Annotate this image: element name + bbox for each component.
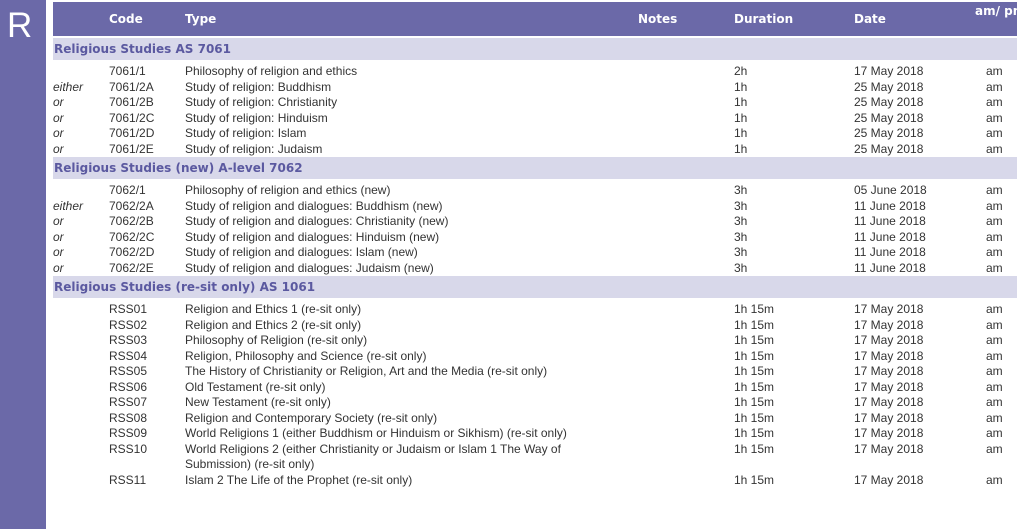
row-date: 25 May 2018: [854, 141, 924, 156]
row-prefix: or: [53, 214, 64, 228]
row-type: Religion and Ethics 1 (re-sit only): [185, 302, 362, 316]
row-ampm: am: [986, 410, 1003, 425]
row-type: New Testament (re-sit only): [185, 395, 331, 409]
row-date: 11 June 2018: [854, 229, 926, 244]
row-code: RSS07: [109, 395, 148, 409]
section-title: Religious Studies (new) A-level 7062: [54, 161, 303, 175]
row-duration: 1h 15m: [734, 395, 775, 409]
row-prefix: or: [53, 126, 64, 140]
row-duration: 3h: [734, 245, 748, 259]
row-duration: 1h 15m: [734, 441, 775, 456]
row-ampm: am: [986, 198, 1003, 213]
row-type: Study of religion and dialogues: Judaism (new): [185, 260, 434, 275]
row-duration: 1h: [734, 79, 748, 94]
table-row: [53, 183, 1017, 199]
row-duration: 1h 15m: [734, 426, 775, 440]
row-code: RSS05: [109, 364, 148, 378]
section-header: [53, 276, 1017, 298]
row-duration: 1h 15m: [734, 348, 775, 363]
row-date: 25 May 2018: [854, 79, 924, 94]
row-code: 7061/2B: [109, 95, 154, 109]
row-type: Study of religion: Islam: [185, 126, 307, 140]
row-duration: 1h: [734, 126, 748, 140]
header-date: Date: [854, 12, 886, 26]
row-duration: 3h: [734, 260, 748, 275]
table-row: [53, 349, 1017, 365]
row-code: 7061/2A: [109, 79, 154, 94]
table-row: [53, 261, 1017, 277]
row-ampm: am: [986, 348, 1003, 363]
row-ampm: am: [986, 426, 1003, 440]
row-type: Study of religion: Judaism: [185, 141, 323, 156]
header-duration: Duration: [734, 12, 794, 26]
row-code: RSS11: [109, 472, 147, 487]
row-ampm: am: [986, 395, 1003, 409]
row-duration: 1h: [734, 141, 748, 156]
row-type: Study of religion and dialogues: Christianity (new): [185, 214, 449, 228]
row-duration: 3h: [734, 198, 748, 213]
table-header: [53, 2, 1025, 36]
row-code: RSS09: [109, 426, 148, 440]
row-duration: 1h: [734, 95, 748, 109]
table-row: [53, 473, 1017, 489]
row-ampm: am: [986, 302, 1003, 316]
table-row: [53, 95, 1017, 111]
row-type: World Religions 2 (either Christianity or Judaism or Islam 1 The Way of Submission) (re-sit only): [185, 441, 561, 471]
row-date: 17 May 2018: [854, 302, 924, 316]
header-notes: Notes: [638, 12, 678, 26]
row-type: Religion and Contemporary Society (re-sit only): [185, 410, 438, 425]
row-code: RSS03: [109, 333, 148, 347]
row-type: World Religions 1 (either Buddhism or Hinduism or Sikhism) (re-sit only): [185, 426, 567, 440]
header-code: Code: [109, 12, 143, 26]
row-prefix: or: [53, 141, 64, 156]
row-ampm: am: [986, 379, 1003, 394]
header-type: Type: [185, 12, 217, 26]
row-date: 17 May 2018: [854, 395, 924, 409]
row-type: Study of religion: Christianity: [185, 95, 338, 109]
row-date: 25 May 2018: [854, 110, 924, 125]
row-ampm: am: [986, 64, 1003, 78]
row-date: 05 June 2018: [854, 183, 927, 197]
row-prefix: or: [53, 245, 64, 259]
row-type: Philosophy of religion and ethics (new): [185, 183, 391, 197]
row-type: Study of religion and dialogues: Hinduism (new): [185, 229, 440, 244]
row-prefix: or: [53, 110, 64, 125]
row-date: 17 May 2018: [854, 333, 924, 347]
row-duration: 1h 15m: [734, 410, 775, 425]
row-code: 7061/2C: [109, 110, 155, 125]
row-ampm: am: [986, 472, 1003, 487]
row-prefix: either: [53, 79, 84, 94]
table-row: [53, 302, 1017, 318]
row-date: 17 May 2018: [854, 317, 924, 332]
row-date: 11 June 2018: [854, 260, 926, 275]
table-row: [53, 318, 1017, 334]
row-ampm: am: [986, 141, 1003, 156]
table-row: [53, 126, 1017, 142]
table-row: [53, 64, 1017, 80]
table-row: [53, 111, 1017, 127]
table-row: [53, 230, 1017, 246]
section-header: [53, 157, 1017, 179]
row-duration: 1h 15m: [734, 317, 775, 332]
row-duration: 3h: [734, 183, 748, 197]
row-code: 7062/2D: [109, 245, 155, 259]
row-date: 17 May 2018: [854, 64, 924, 78]
row-code: RSS04: [109, 348, 148, 363]
row-code: 7062/1: [109, 183, 146, 197]
table-row: [53, 380, 1017, 396]
table-row: [53, 364, 1017, 380]
row-date: 11 June 2018: [854, 198, 926, 213]
table-row: [53, 411, 1017, 427]
row-ampm: am: [986, 441, 1003, 456]
row-type: Study of religion: Hinduism: [185, 110, 328, 125]
row-code: RSS06: [109, 379, 148, 394]
row-type: Philosophy of Religion (re-sit only): [185, 333, 368, 347]
row-type: Study of religion and dialogues: Islam (new): [185, 245, 418, 259]
row-ampm: am: [986, 183, 1003, 197]
header-ampm: am/ pm: [975, 4, 1025, 18]
row-code: 7061/1: [109, 64, 146, 78]
row-code: RSS08: [109, 410, 148, 425]
row-ampm: am: [986, 214, 1003, 228]
row-duration: 1h 15m: [734, 364, 775, 378]
row-duration: 3h: [734, 214, 748, 228]
row-type: Religion and Ethics 2 (re-sit only): [185, 317, 362, 332]
row-type: Study of religion and dialogues: Buddhism (new): [185, 198, 443, 213]
row-ampm: am: [986, 79, 1003, 94]
row-prefix: either: [53, 198, 84, 213]
row-date: 17 May 2018: [854, 364, 924, 378]
table-row: [53, 333, 1017, 349]
row-date: 17 May 2018: [854, 348, 924, 363]
row-code: RSS02: [109, 317, 148, 332]
row-ampm: am: [986, 110, 1003, 125]
row-date: 17 May 2018: [854, 472, 924, 487]
row-date: 25 May 2018: [854, 126, 924, 140]
row-prefix: or: [53, 260, 64, 275]
row-date: 17 May 2018: [854, 379, 924, 394]
row-prefix: or: [53, 95, 64, 109]
row-ampm: am: [986, 333, 1003, 347]
table-row: [53, 142, 1017, 158]
row-duration: 1h 15m: [734, 333, 775, 347]
row-ampm: am: [986, 317, 1003, 332]
section-header: [53, 38, 1017, 60]
row-date: 25 May 2018: [854, 95, 924, 109]
row-code: 7062/2E: [109, 260, 154, 275]
row-duration: 1h 15m: [734, 379, 775, 394]
section-letter: R: [7, 6, 33, 45]
exam-table-body: [53, 38, 1017, 488]
row-code: RSS01: [109, 302, 148, 316]
row-date: 17 May 2018: [854, 441, 924, 456]
row-date: 11 June 2018: [854, 214, 926, 228]
table-row: [53, 395, 1017, 411]
row-ampm: am: [986, 229, 1003, 244]
row-ampm: am: [986, 364, 1003, 378]
row-duration: 1h 15m: [734, 302, 775, 316]
table-row: [53, 80, 1017, 96]
row-ampm: am: [986, 260, 1003, 275]
row-type: Religion, Philosophy and Science (re-sit only): [185, 348, 427, 363]
section-title: Religious Studies (re-sit only) AS 1061: [54, 280, 316, 294]
row-ampm: am: [986, 126, 1003, 140]
row-code: 7061/2E: [109, 141, 154, 156]
row-type: The History of Christianity or Religion, Art and the Media (re-sit only): [185, 364, 548, 378]
row-date: 11 June 2018: [854, 245, 926, 259]
table-row: [53, 214, 1017, 230]
table-row: [53, 245, 1017, 261]
row-duration: 1h: [734, 110, 748, 125]
row-ampm: am: [986, 245, 1003, 259]
row-ampm: am: [986, 95, 1003, 109]
table-row: [53, 199, 1017, 215]
row-type: Old Testament (re-sit only): [185, 379, 326, 394]
row-duration: 3h: [734, 229, 748, 244]
row-code: 7062/2C: [109, 229, 155, 244]
row-duration: 2h: [734, 64, 748, 78]
row-code: 7062/2B: [109, 214, 154, 228]
section-letter-tab: [0, 0, 46, 529]
row-code: 7062/2A: [109, 198, 154, 213]
row-type: Study of religion: Buddhism: [185, 79, 332, 94]
row-duration: 1h 15m: [734, 472, 775, 487]
row-date: 17 May 2018: [854, 410, 924, 425]
table-row: [53, 442, 1017, 473]
row-type: Philosophy of religion and ethics: [185, 64, 358, 78]
row-date: 17 May 2018: [854, 426, 924, 440]
row-code: 7061/2D: [109, 126, 155, 140]
row-code: RSS10: [109, 441, 148, 456]
table-row: [53, 426, 1017, 442]
row-prefix: or: [53, 229, 64, 244]
section-title: Religious Studies AS 7061: [54, 42, 232, 56]
row-type: Islam 2 The Life of the Prophet (re-sit only): [185, 472, 413, 487]
